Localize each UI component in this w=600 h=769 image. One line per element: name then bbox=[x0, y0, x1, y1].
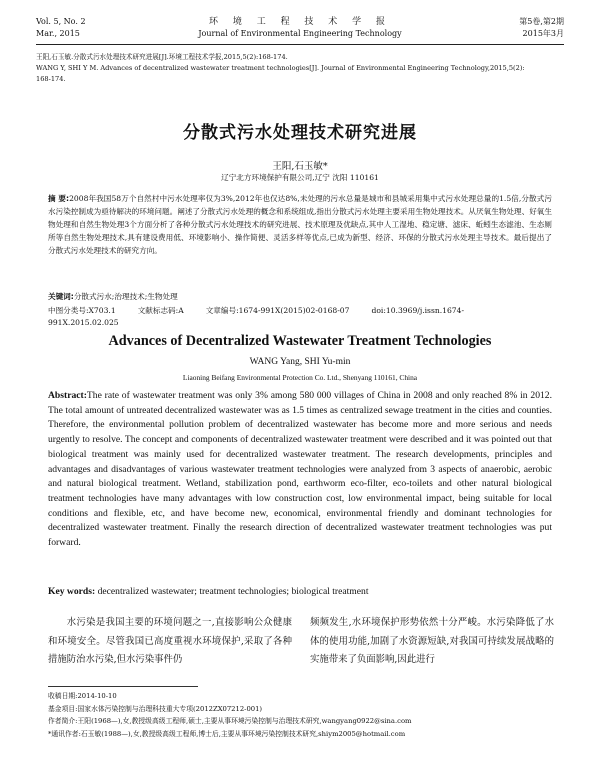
paper-authors: 王阳,石玉敏* bbox=[272, 161, 328, 172]
citation-block bbox=[36, 52, 564, 85]
footnote-received: 收稿日期:2014-10-10 bbox=[48, 692, 117, 700]
abstract-cn-label: 摘 要: bbox=[48, 194, 70, 203]
english-authors: WANG Yang, SHI Yu-min bbox=[249, 357, 351, 367]
header-issue: 第5卷,第2期 2015年3月 bbox=[519, 17, 564, 38]
english-keywords-label: Key words: bbox=[48, 586, 96, 597]
paper-title: 分散式污水处理技术研究进展 bbox=[183, 123, 417, 143]
clc-number: 中图分类号:X703.1 bbox=[48, 306, 116, 315]
abstract-cn bbox=[48, 192, 552, 257]
keywords-cn-label: 关键词: bbox=[48, 292, 74, 301]
english-abstract bbox=[48, 389, 552, 551]
doc-code: 文献标志码:A bbox=[137, 306, 184, 315]
paper-affiliation: 辽宁北方环境保护有限公司,辽宁 沈阳 110161 bbox=[221, 173, 379, 182]
english-keywords bbox=[48, 585, 552, 599]
article-number: 文章编号:1674-991X(2015)02-0168-07 bbox=[205, 306, 350, 315]
citation-cn: 王阳,石玉敏.分散式污水处理技术研究进展[J].环境工程技术学报,2015,5(2):168-174. bbox=[36, 53, 288, 61]
citation-en: WANG Y, SHI Y M. Advances of decentralized wastewater treatment technologies[J]. Journal of Environmental Engineering Technology,2015,5(2): bbox=[36, 64, 525, 72]
article-meta bbox=[48, 305, 552, 329]
footnotes bbox=[48, 690, 552, 740]
abstract-cn-text: 2008年我国58万个自然村中污水处理率仅为3%,2012年也仅达8%,未处理的污水总量是城市和县城采用集中式污水处理总量的1.5倍,分散式污水污染控制成为亟待解决的环境问题。阐述了分散式污水处理的概念和系统组成,指出分散式污水处理主要采用生物处理技术。从厌氧生物处理、好氧生物处理和自然生物处理3个方面分析了各种分散式污水处理技术的研究进展、技术原理及优缺点,其中人工湿地、稳定塘、滤床、蚯蚓生态滤池、生态厕所等自然生物处理技术,具有建设费用低、环境影响小、操作简便、灵活多样等优点,已成为新型、经济、环保的分散式污水处理主导技术。最后提出了分散式污水处理技术的研究方向。 bbox=[48, 194, 552, 255]
english-affiliation: Liaoning Beifang Environmental Protection Co. Ltd., Shenyang 110161, China bbox=[182, 373, 418, 382]
body-column-left bbox=[48, 614, 292, 670]
body-paragraph-cont: 频频发生,水环境保护形势依然十分严峻。水污染降低了水体的使用功能,加剧了水资源短缺,对我国可持续发展战略的实施带来了负面影响,因此进行 bbox=[310, 617, 554, 665]
english-abstract-text: The rate of wastewater treatment was only 3% among 580 000 villages of China in 2008 and only reached 8% in 2012. The total amount of untreated decentralized wastewater was as 1.5 times as centralized sewage treatment in the cities and counties. Therefore, the environmental pollution problem of decentralized wastewater has become more and more serious and needs urgently to resolve. The concept and components of decentralized wastewater treatment were described and it was pointed out that biological treatment was mainly used for decentralized wastewater treatment. The research developments, principles and advantages and disadvantages of various wastewater treatment technologies were analyzed from 3 aspects of anaerobic, aerobic and natural biological treatment. Wetland, stabilization pond, earthworm eco-filter, eco-toilets and other natural biological treatment technologies have many advantages with low construction cost, low environmental impact, being suitable for local conditions and flexible, etc, and have become new, economical, environmental friendly and dominant technologies for decentralized wastewater treatment. Finally the research direction of decentralized wastewater treatment technologies was put forward. bbox=[48, 390, 552, 549]
footnote-corresponding: *通讯作者:石玉敏(1988—),女,教授级高级工程师,博士后,主要从事环境污染控制技术研究,shiym2005@hotmail.com bbox=[48, 729, 406, 738]
keywords-cn bbox=[48, 290, 552, 303]
body-paragraph: 水污染是我国主要的环境问题之一,直接影响公众健康和环境安全。尽管我国已高度重视水环境保护,采取了各种措施防治水污染,但水污染事件仍 bbox=[48, 617, 292, 665]
citation-en-cont: 168-174. bbox=[36, 75, 66, 83]
footnote-author: 作者简介:王阳(1968—),女,教授级高级工程师,硕士,主要从事环境污染控制与治理技术研究,wangyang0922@sina.com bbox=[48, 717, 412, 725]
header-volume: Vol. 5, No. 2 Mar., 2015 bbox=[36, 17, 86, 38]
english-abstract-label: Abstract: bbox=[48, 390, 87, 401]
running-header bbox=[36, 14, 564, 45]
footnote-fund: 基金项目:国家水体污染控制与治理科技重大专项(2012ZX07212-001) bbox=[48, 704, 263, 713]
english-title: Advances of Decentralized Wastewater Treatment Technologies bbox=[108, 333, 492, 349]
header-journal: 环 境 工 程 技 术 学 报 Journal of Environmental Engineering Technology bbox=[198, 17, 402, 38]
keywords-cn-text: 分散式污水;治理技术;生物处理 bbox=[73, 292, 178, 301]
footnote-divider bbox=[48, 686, 198, 687]
body-column-right bbox=[310, 614, 554, 670]
english-keywords-text: decentralized wastewater; treatment technologies; biological treatment bbox=[97, 586, 369, 597]
doi: doi:10.3969/j.issn.1674-991X.2015.02.025 bbox=[48, 306, 465, 327]
